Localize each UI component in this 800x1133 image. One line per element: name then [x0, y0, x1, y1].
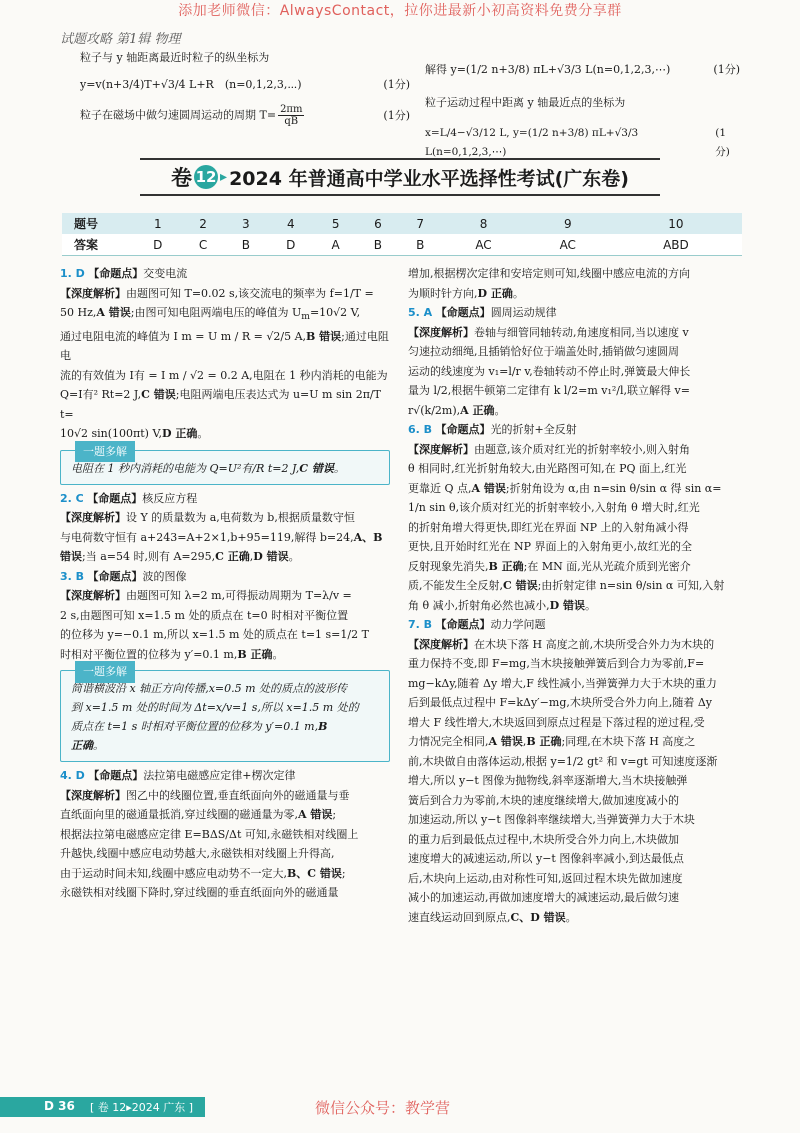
table-cell: 5 — [331, 216, 340, 231]
paper-title — [140, 158, 660, 196]
paper-title-text: 2024 年普通高中学业水平选择性考试(广东卷) — [229, 167, 629, 190]
answer-table — [62, 213, 742, 256]
table-cell: 1 — [153, 216, 162, 231]
table-cell: 9 — [563, 216, 572, 231]
prev-right-line1: 解得 y=(1/2 n+3/8) πL+√3/3 L(n=0,1,2,3,⋯) (1分) — [425, 63, 740, 76]
question-number: 1. D — [60, 267, 85, 280]
watermark-top: 添加老师微信：AlwaysContact，拉你进最新小初高资料免费分享群 — [178, 3, 622, 19]
prev-left-line1: 粒子与 y 轴距离最近时粒子的纵坐标为 — [80, 51, 270, 64]
knowledge-point: 核反应方程 — [142, 491, 198, 505]
prev-left-score1: (1分) — [383, 78, 410, 91]
prev-right-line3: x=L/4−√3/12 L, y=(1/2 n+3/8) πL+√3/3 L(n=0,1,2,3,⋯) (1分) — [425, 127, 730, 158]
tip-box: 一题多解 电阻在 1 秒内消耗的电能为 Q=U²有/R t=2 J,C 错误。 — [60, 450, 390, 485]
question-number: 6. B — [408, 423, 433, 436]
table-cell: AC — [475, 237, 492, 252]
table-cell: C — [198, 237, 208, 252]
table-cell: D — [286, 237, 296, 252]
table-cell: AC — [559, 237, 576, 252]
question-1: 1. D 【命题点】交变电流 【深度解析】由题图可知 T=0.02 s,该交流电的频率为 f=1/T = 50 Hz,A 错误;由图可知电阻两端电压的峰值为 $U_m=10√2$ V, 通过电阻电流的峰值为 I m = U m / R = √2/5 A,B 错误;通过电阻电 流的有效值为 I有 = I m / √2 = 0.2 A,电阻在 1 秒内消耗的电能为 Q=I有² Rt=2 J,C 错误;电阻两端电压表达式为 u=U m sin 2π/T t= 10√2 sin(100πt) V,D 正确。 一题多解 电阻在 1 秒内消耗的电能为 Q=U²有/R t=2 J,C 错误。 — [60, 264, 390, 485]
question-4: 4. D 【命题点】法拉第电磁感应定律+楞次定律 【深度解析】图乙中的线圈位置,垂直纸面向外的磁通量与垂 直纸面向里的磁通量抵消,穿过线圈的磁通量为零,A 错误; 根据法拉第电磁感应定律 E=BΔS/Δt 可知,永磁铁相对线圈上 升越快,线圈中感应电动势越大,永磁铁相对线圈上升得高, 由于运动时间未知,线圈中感应电动势不一定大,B、C 错误; 永磁铁相对线圈下降时,穿过线圈的垂直纸面向外的磁通量 — [60, 769, 359, 900]
question-5: 5. A 【命题点】圆周运动规律 【深度解析】卷轴与细管同轴转动,角速度相同,当以速度 v 匀速拉动细绳,且插销恰好位于端盖处时,插销做匀速圆周 运动的线速度为 v₁=l/r v,卷轴转动不停止时,弹簧最大伸长 量为 l/2,根据牛顿第二定律有 k l/2=m v₁²/l,联立解得 v= r√(k/2m),A 正确。 — [408, 306, 691, 417]
question-number: 2. C — [60, 491, 84, 505]
watermark-bottom: 微信公众号：教学营 — [315, 1099, 451, 1117]
table-cell: 7 — [416, 216, 425, 231]
question-number: 4. D — [60, 769, 85, 783]
question-3: 3. B 【命题点】波的图像 【深度解析】由题图可知 λ=2 m,可得振动周期为 T=λ/v = 2 s,由题图可知 x=1.5 m 处的质点在 t=0 时相对平衡位置 的位移为 y=−0.1 m,所以 x=1.5 m 处的质点在 t=1 s=1/2 T 时相对平衡位置的位移为 y′=0.1 m,B 正确。 一题多解 简谐横波沿 x 轴正方向传播,x=0.5 m 处的质点的波形传 到 x=1.5 m 处的时间为 Δt=x/v=1 s,所以 x=1.5 m 处的 质点在 t=1 s 时相对平衡位置的位移为 y′=0.1 m,B 正确。 — [60, 567, 390, 763]
page-number: D 36 — [44, 1099, 75, 1113]
prev-solution-right — [425, 60, 740, 162]
question-6: 6. B 【命题点】光的折射+全反射 【深度解析】由题意,该介质对红光的折射率较小,则入射角 θ 相同时,红光折射角较大,由光路图可知,在 PQ 面上,红光 更靠近 Q 点,A 错误;折射角设为 α,由 n=sin θ/sin α 得 sin α= 1/n sin θ,该介质对红光的折射率较小,入射角 θ 增大时,红光 的折射角增大得更快,即红光在界面 NP 上的入射角减小得 更快,且开始时红光在 NP 界面上的入射角更小,故红光的全 反射现象先消失,B 正确;在 MN 面,光从光疏介质到光密介 质,不能发生全反射,C 错误;由折射定律 n=sin θ/sin α 可知,入射 角 θ 减小,折射角必然也减小,D 错误。 — [408, 423, 725, 612]
knowledge-point: 法拉第电磁感应定律+楞次定律 — [143, 769, 296, 783]
question-number: 5. A — [408, 306, 433, 319]
knowledge-point: 圆周运动规律 — [490, 306, 557, 319]
right-column — [408, 264, 744, 927]
prev-solution-left — [80, 48, 410, 127]
prev-left-formula: y=v(n+3/4)T+√3/4 L+R (n=0,1,2,3,⋯) — [80, 78, 302, 91]
tip-label: 一题多解 — [75, 661, 135, 683]
running-head: 试题攻略 第1辑 物理 — [60, 32, 181, 47]
answer-table-answer-row — [62, 234, 742, 256]
question-2: 2. C 【命题点】核反应方程 【深度解析】设 Y 的质量数为 a,电荷数为 b,根据质量数守恒 与电荷数守恒有 a+243=A+2×1,b+95=119,解得 b=24,A、B 错误;当 a=54 时,则有 A=295,C 正确,D 错误。 — [60, 491, 383, 564]
table-cell: 10 — [668, 216, 684, 231]
table-cell: ABD — [663, 237, 689, 252]
knowledge-point: 波的图像 — [142, 569, 187, 583]
paper-juan-label: 卷 — [171, 166, 193, 190]
table-cell: B — [241, 237, 250, 252]
table-cell: A — [331, 237, 340, 252]
arrow-icon: ▸ — [220, 169, 228, 185]
table-cell: 8 — [479, 216, 488, 231]
table-cell: D — [153, 237, 163, 252]
answer-table-row2-label: 答案 — [74, 238, 99, 252]
table-cell: 2 — [199, 216, 207, 231]
knowledge-point: 光的折射+全反射 — [490, 423, 577, 436]
table-cell: B — [373, 237, 383, 252]
left-column — [60, 264, 390, 903]
question-number: 7. B — [408, 618, 433, 631]
knowledge-point: 动力学问题 — [490, 618, 546, 631]
prev-left-line3: 粒子在磁场中做匀速圆周运动的周期 T= $\frac{2\pi m}{qB}$ (1分) — [80, 104, 410, 127]
tip-label: 一题多解 — [75, 441, 135, 463]
paper-number-badge: 12 — [194, 165, 218, 189]
knowledge-point: 交变电流 — [143, 267, 188, 280]
prev-left-score2: (1分) — [383, 109, 410, 122]
table-cell: 3 — [242, 216, 250, 231]
question-number: 3. B — [60, 569, 85, 583]
table-cell: 4 — [286, 216, 295, 231]
tip-box: 一题多解 简谐横波沿 x 轴正方向传播,x=0.5 m 处的质点的波形传 到 x=1.5 m 处的时间为 Δt=x/v=1 s,所以 x=1.5 m 处的 质点在 t=1 s 时相对平衡位置的位移为 y′=0.1 m,B 正确。 — [60, 670, 390, 762]
answer-table-number-row — [62, 213, 742, 234]
footer-label: [ 卷 12▸2024 广东 ] — [90, 1101, 194, 1114]
answer-table-row1-label: 题号 — [74, 217, 99, 231]
prev-right-line2: 粒子运动过程中距离 y 轴最近点的坐标为 — [425, 96, 626, 109]
question-7: 7. B 【命题点】动力学问题 【深度解析】在木块下落 H 高度之前,木块所受合外力为木块的 重力保持不变,即 F=mg,当木块接触弹簧后到合力为零前,F= mg−kΔy,随着 Δy 增大,F 线性减小,当弹簧弹力大于木块的重力 后到最低点过程中 F=kΔy′−mg,木块所受合外力向上,随着 Δy 增大 F 线性增大,木块返回到原点过程是下落过程的逆过程,受 力情况完全相同,A 错误,B 正确;同理,在木块下落 H 高度之 前,木块做自由落体运动,根据 y=1/2 gt² 和 v=gt 可知速度逐渐 增大,所以 y−t 图像为抛物线,斜率逐渐增大,当木块接触弹 簧后到合力为零前,木块的速度继续增大,做加速度减小的 加速运动,所以 y−t 图像斜率继续增大,当弹簧弹力大于木块 的重力后到最低点过程中,木块所受合外力向上,木块做加 速度增大的减速运动,所以 y−t 图像斜率减小,到达最低点 后,木块向上运动,由对称性可知,返回过程木块先做加速度 减小的加速运动,再做加速度增大的减速运动,最后做匀速 速直线运动回到原点,C、D 错误。 — [408, 618, 718, 924]
table-cell: 6 — [374, 216, 382, 231]
question-4-continued: 增加,根据楞次定律和安培定则可知,线圈中感应电流的方向 为顺时针方向,D 正确。 — [408, 267, 690, 300]
prev-left-line2 — [80, 75, 410, 94]
table-cell: B — [416, 237, 425, 252]
